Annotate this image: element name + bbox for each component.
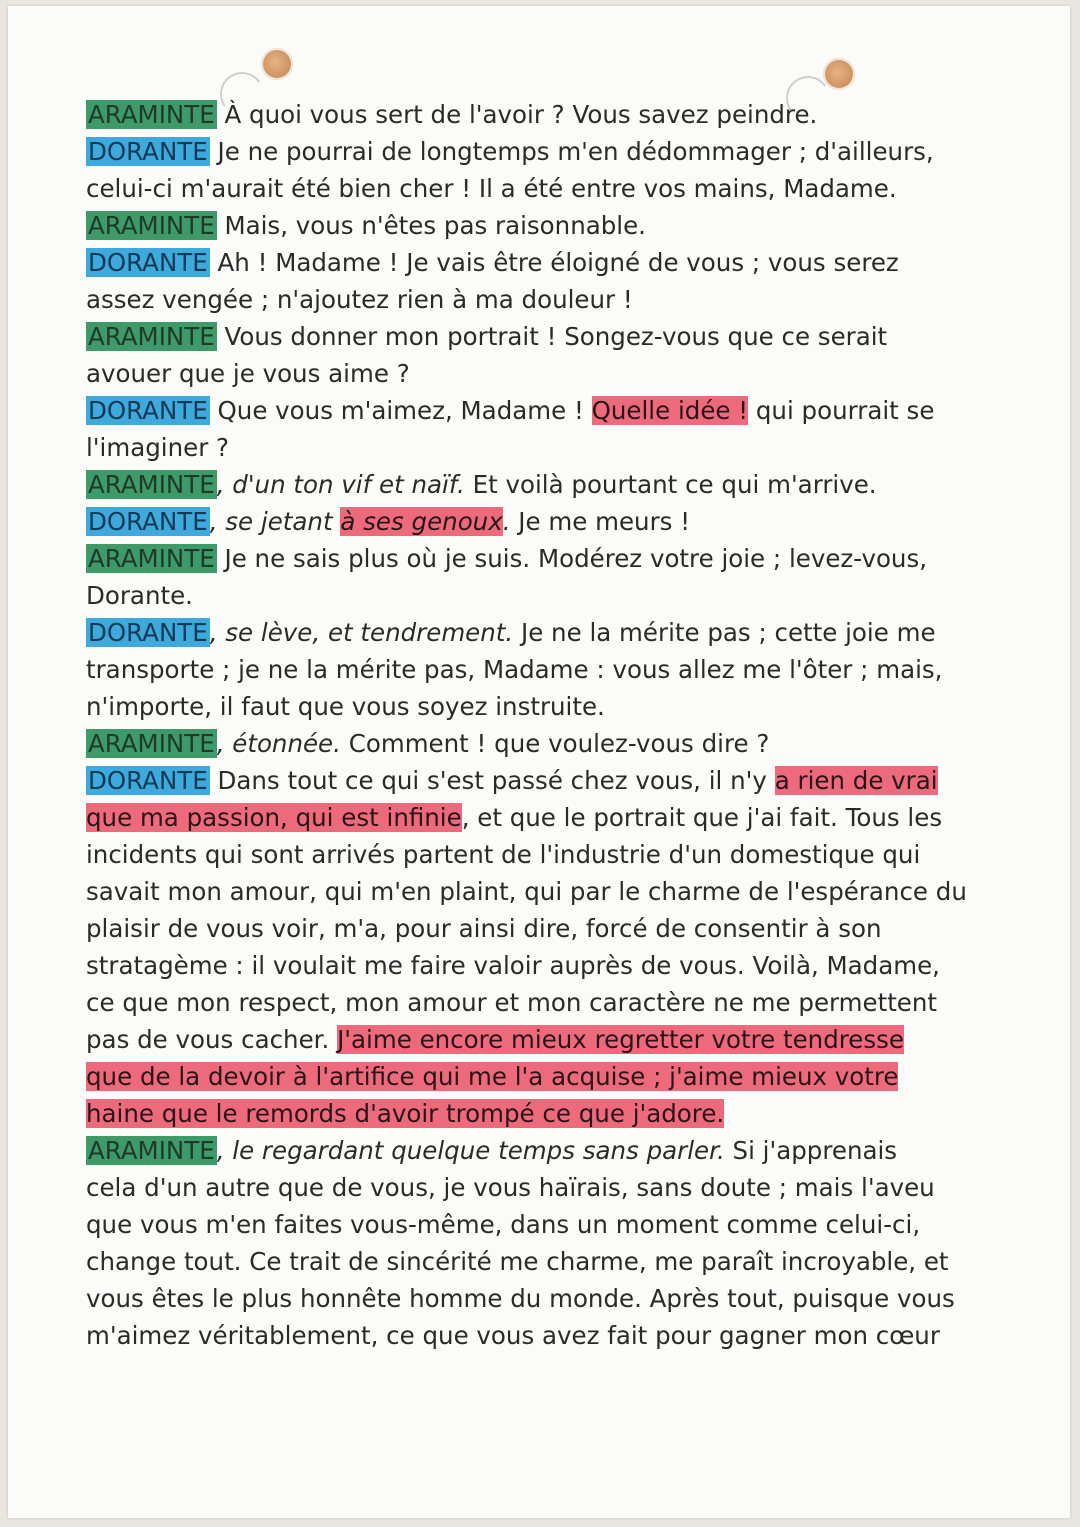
highlighted-passage: que ma passion, qui est infinie bbox=[86, 803, 462, 832]
stage-direction: , étonnée. bbox=[216, 729, 341, 758]
line-text: Vous donner mon portrait ! Songez-vous que ce serait bbox=[216, 322, 888, 351]
highlighted-passage: Quelle idée ! bbox=[591, 396, 749, 425]
text-line: vous êtes le plus honnête homme du monde. Après tout, puisque vous bbox=[86, 1284, 955, 1313]
text-line bbox=[86, 614, 966, 651]
speaker-tag-dorante: DORANTE bbox=[88, 618, 208, 647]
text-line bbox=[86, 244, 966, 281]
stage-direction: , se lève, et tendrement. bbox=[209, 618, 514, 647]
line-text: Mais, vous n'êtes pas raisonnable. bbox=[216, 211, 646, 240]
speaker-tag-araminte: ARAMINTE bbox=[88, 100, 215, 129]
text-line: l'imaginer ? bbox=[86, 433, 230, 462]
highlighted-passage: que de la devoir à l'artifice qui me l'a acquise ; j'aime mieux votre bbox=[86, 1062, 899, 1091]
highlighted-passage: a rien de vrai bbox=[774, 766, 938, 795]
stage-direction: , d'un ton vif et naïf. bbox=[216, 470, 465, 499]
text-line bbox=[86, 1058, 966, 1095]
text-line bbox=[86, 133, 966, 170]
speaker-tag-dorante: DORANTE bbox=[88, 766, 208, 795]
speaker-tag-araminte: ARAMINTE bbox=[88, 729, 215, 758]
line-text: Et voilà pourtant ce qui m'arrive. bbox=[464, 470, 877, 499]
text-line: cela d'un autre que de vous, je vous haïrais, sans doute ; mais l'aveu bbox=[86, 1173, 935, 1202]
text-line: que vous m'en faites vous-même, dans un moment comme celui-ci, bbox=[86, 1210, 921, 1239]
line-text: Que vous m'aimez, Madame ! bbox=[209, 396, 592, 425]
text-line: assez vengée ; n'ajoutez rien à ma douleur ! bbox=[86, 285, 633, 314]
text-line bbox=[86, 799, 966, 836]
line-text: Ah ! Madame ! Je vais être éloigné de vous ; vous serez bbox=[209, 248, 899, 277]
speaker-tag-araminte: ARAMINTE bbox=[88, 470, 215, 499]
text-line: change tout. Ce trait de sincérité me charme, me paraît incroyable, et bbox=[86, 1247, 949, 1276]
text-line: ce que mon respect, mon amour et mon caractère ne me permettent bbox=[86, 988, 938, 1017]
line-text: Si j'apprenais bbox=[724, 1136, 898, 1165]
text-line: celui-ci m'aurait été bien cher ! Il a été entre vos mains, Madame. bbox=[86, 174, 897, 203]
text-line: m'aimez véritablement, ce que vous avez fait pour gagner mon cœur bbox=[86, 1321, 940, 1350]
speaker-tag-araminte: ARAMINTE bbox=[88, 1136, 215, 1165]
play-excerpt bbox=[86, 96, 966, 1354]
text-line bbox=[86, 1021, 966, 1058]
text-line: plaisir de vous voir, m'a, pour ainsi dire, forcé de consentir à son bbox=[86, 914, 882, 943]
speaker-tag-dorante: DORANTE bbox=[88, 507, 208, 536]
text-line: transporte ; je ne la mérite pas, Madame : vous allez me l'ôter ; mais, bbox=[86, 655, 943, 684]
text-line bbox=[86, 466, 966, 503]
stage-direction: , se jetant bbox=[209, 507, 341, 536]
speaker-tag-araminte: ARAMINTE bbox=[88, 322, 215, 351]
speaker-tag-dorante: DORANTE bbox=[88, 248, 208, 277]
text-line bbox=[86, 96, 966, 133]
line-text: Je ne sais plus où je suis. Modérez votre joie ; levez-vous, bbox=[216, 544, 928, 573]
line-text: pas de vous cacher. bbox=[86, 1025, 338, 1054]
line-text: Je ne la mérite pas ; cette joie me bbox=[513, 618, 936, 647]
text-line: stratagème : il voulait me faire valoir auprès de vous. Voilà, Madame, bbox=[86, 951, 940, 980]
text-line bbox=[86, 392, 966, 429]
highlighted-passage: haine que le remords d'avoir trompé ce que j'adore. bbox=[86, 1099, 725, 1128]
text-line: Dorante. bbox=[86, 581, 193, 610]
line-text: qui pourrait se bbox=[748, 396, 935, 425]
text-line: avouer que je vous aime ? bbox=[86, 359, 410, 388]
speaker-tag-araminte: ARAMINTE bbox=[88, 544, 215, 573]
stage-direction: , le regardant quelque temps sans parler. bbox=[216, 1136, 725, 1165]
punch-hole-left bbox=[261, 48, 293, 80]
text-line bbox=[86, 503, 966, 540]
line-text: , et que le portrait que j'ai fait. Tous les bbox=[461, 803, 943, 832]
text-line: incidents qui sont arrivés partent de l'industrie d'un domestique qui bbox=[86, 840, 921, 869]
line-text: Je ne pourrai de longtemps m'en dédommager ; d'ailleurs, bbox=[209, 137, 934, 166]
line-text: Je me meurs ! bbox=[510, 507, 691, 536]
text-line bbox=[86, 540, 966, 577]
text-line: savait mon amour, qui m'en plaint, qui par le charme de l'espérance du bbox=[86, 877, 967, 906]
speaker-tag-araminte: ARAMINTE bbox=[88, 211, 215, 240]
text-line bbox=[86, 1095, 966, 1132]
line-text: Comment ! que voulez-vous dire ? bbox=[340, 729, 770, 758]
highlighted-passage: J'aime encore mieux regretter votre tendresse bbox=[337, 1025, 904, 1054]
text-line bbox=[86, 318, 966, 355]
line-text: À quoi vous sert de l'avoir ? Vous savez peindre. bbox=[216, 100, 818, 129]
text-line bbox=[86, 1132, 966, 1169]
line-text: Dans tout ce qui s'est passé chez vous, il n'y bbox=[209, 766, 775, 795]
speaker-tag-dorante: DORANTE bbox=[88, 396, 208, 425]
punch-hole-right bbox=[823, 58, 855, 90]
highlighted-passage: à ses genoux bbox=[340, 507, 503, 536]
text-line: n'importe, il faut que vous soyez instruite. bbox=[86, 692, 605, 721]
text-line bbox=[86, 207, 966, 244]
stage-direction: . bbox=[502, 507, 511, 536]
speaker-tag-dorante: DORANTE bbox=[88, 137, 208, 166]
text-line bbox=[86, 725, 966, 762]
text-line bbox=[86, 762, 966, 799]
